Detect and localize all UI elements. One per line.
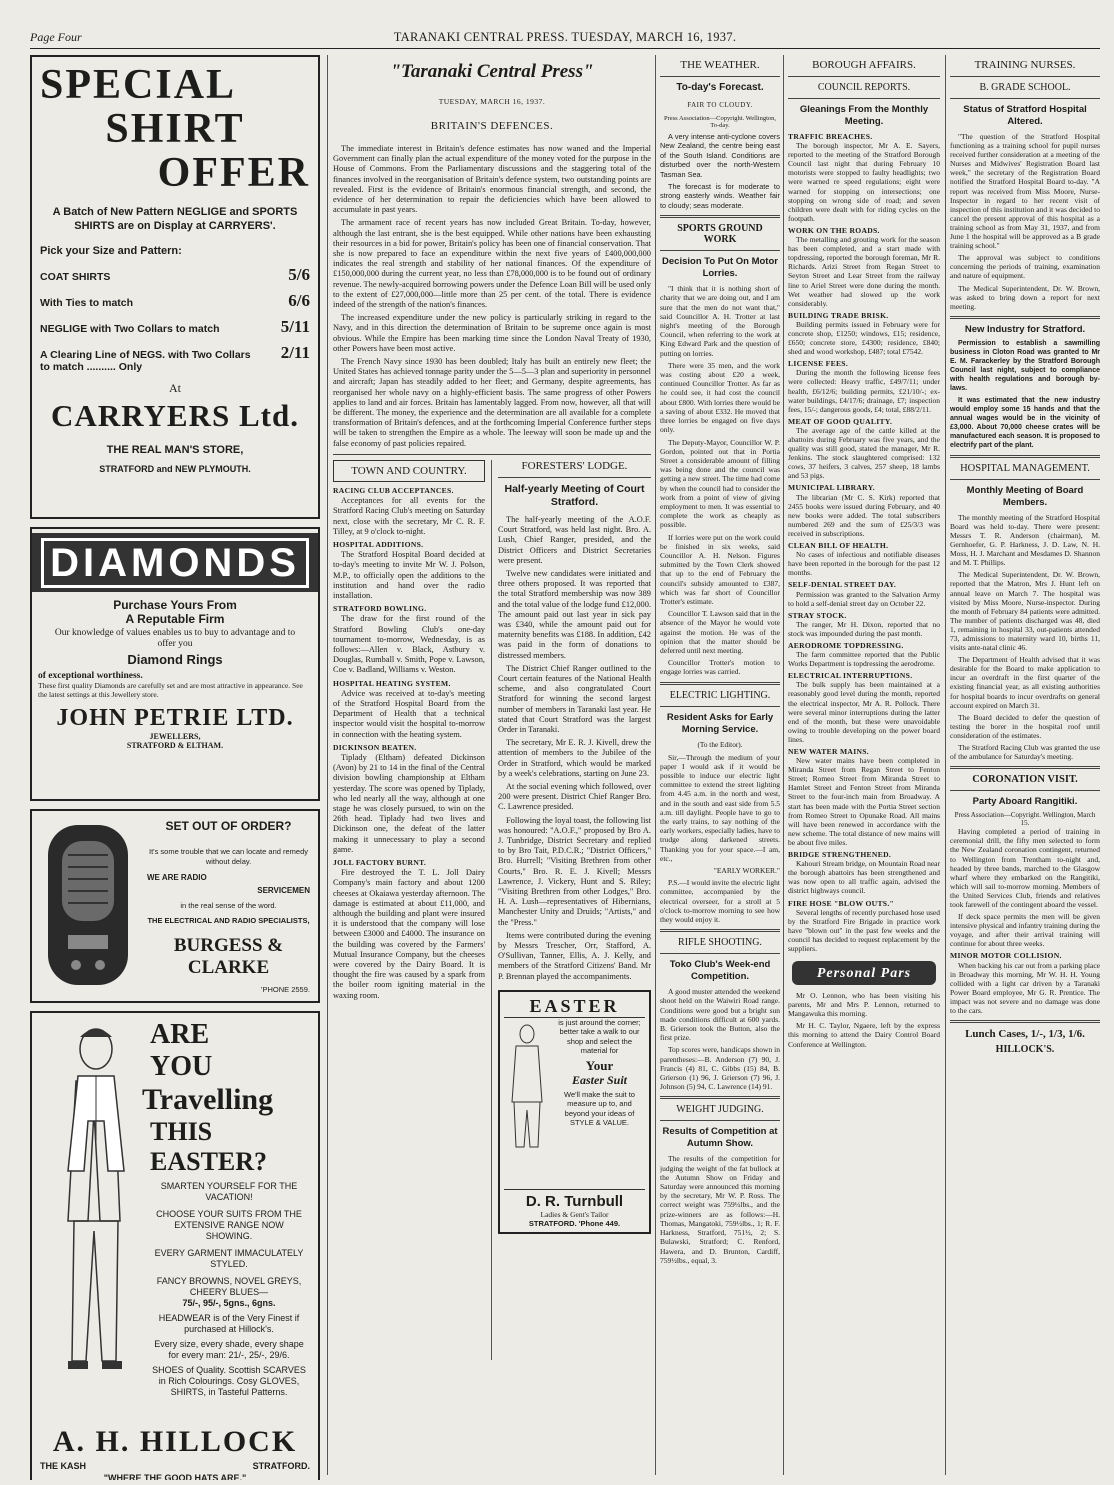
- electric-body: [660, 753, 780, 925]
- column-rule: [783, 55, 784, 1475]
- town-items: [333, 486, 485, 1001]
- training-subtitle: B. GRADE SCHOOL.: [979, 82, 1071, 93]
- personal-par: Mr O. Lennon, who has been visiting his parents, Mr and Mrs P. Lennon, returned to Mangawuka this morning.: [788, 991, 940, 1019]
- page-number: Page Four: [30, 30, 82, 44]
- electric-subtitle: Resident Asks for Early Morning Service.: [666, 711, 774, 735]
- town-country-title: TOWN AND COUNTRY.: [333, 460, 485, 482]
- shirt-ad-title-2: SHIRT: [105, 106, 245, 152]
- burgess-clarke-name: BURGESS & CLARKE: [173, 935, 284, 978]
- radio-line-3: SERVICEMEN: [257, 886, 310, 895]
- hospital-paragraph: The Department of Health advised that it was desirable for the Board to make application to incur an overdraft in the first quarter of the existing financial year, as all existing authorities for hospital boards to incur overdrafts on general account expired on March 31.: [950, 655, 1100, 710]
- weather-subtitle: To-day's Forecast.: [676, 82, 764, 93]
- easter-suit-ad: [498, 990, 651, 1234]
- hillock-s7: Every size, every shade, every shape for every man: 21/-, 25/-, 29/6.: [154, 1339, 304, 1360]
- diamonds-line-3: Our knowledge of values enables us to buy to advantage and to offer you: [54, 628, 296, 649]
- gentleman-illustration-icon: [38, 1021, 148, 1381]
- column-rule: [655, 55, 656, 1475]
- carryers-locations: STRATFORD and NEW PLYMOUTH.: [99, 464, 251, 474]
- radio-ad-text: [147, 819, 310, 994]
- electric-p2: P.S.—I would invite the electric light committee, accompanied by the electrical overseer, for a stroll at 5 o'clock to-morrow morning to see how they would enjoy it.: [660, 878, 780, 925]
- hillock-are: ARE: [150, 1019, 210, 1050]
- radio-line-1: It's some trouble that we can locate and remedy without delay.: [148, 847, 309, 866]
- petrie-name: JOHN PETRIE LTD.: [56, 705, 294, 731]
- hillock-kash: THE KASH: [40, 1461, 87, 1471]
- diamonds-ad: [30, 527, 320, 801]
- radio-line-4: in the real sense of the word.: [180, 901, 277, 910]
- borough-item-text: The librarian (Mr C. S. Kirk) reported that 2455 books were issued during February, and 40 new books were added. The total subscribers numbered 269 and the sum of £25/3/3 was received in subscriptions.: [788, 492, 940, 538]
- training-p2: The approval was subject to conditions concerning the periods of training, examination and nature of equipment.: [950, 253, 1100, 281]
- borough-lead: Gleanings From the Monthly Meeting.: [799, 104, 929, 127]
- hospital-paragraph: The monthly meeting of the Stratford Hospital Board was held to-day. There were present: Messrs T. R. Anderson (chairman), M. Gernhoefer, G. P. Harkness, J. D. Law, N. H. Moss, H. J. Marchant and Mesdames D. Shannon and M. T. Phillips.: [950, 512, 1100, 568]
- foresters-paragraph: The secretary, Mr E. R. J. Kivell, drew the attention of members to the Jubilee of the Order in Stratford, which would be marked by a week's celebrations, starting on June 23.: [498, 738, 651, 778]
- town-item-heading: HOSPITAL HEATING SYSTEM.: [333, 678, 451, 688]
- shirt-item-label: A Clearing Line of NEGS. with Two Collars to match .......... Only: [40, 349, 251, 373]
- industry-p1: Permission to establish a sawmilling business in Cloton Road was granted to Mr E. M. Farackerley by the Stratford Borough Council last night, subject to compliance with health regulations and borough by-laws.: [950, 339, 1100, 392]
- easter-l1: is just around the corner; better take a walk to our shop and select the material for: [558, 1017, 641, 1056]
- sports-paragraph: There were 35 men, and the work was costing about £20 a week, continued Councillor Trotter. As far as he could see, it had cost the council about £800. With lorries there would be a saving of about £332. He moved that three lorries be engaged on five days only.: [660, 360, 780, 435]
- collision-heading: MINOR MOTOR COLLISION.: [950, 951, 1062, 961]
- hospital-title: HOSPITAL MANAGEMENT.: [960, 462, 1090, 474]
- rifle-p1: A good muster attended the weekend shoot held on the Waiwiri Road range. Conditions were good but a bright sun made conditions difficult at 600 yards. B. Grierson took the Button, also the first prize.: [660, 987, 780, 1043]
- shirt-ad-title-3: OFFER: [157, 150, 310, 196]
- editorial-paragraph: The armament race of recent years has now included Great Britain. To-day, however, although the last entrant, she is the best equipped. While other nations have been exhausting their resources in a bid for power, Britain's policy has been one of financial conservation. That she is now prepared to face an expenditure within the next five years of £400,000,000 indicates the real strength and stability of her national finances. Of the expenditure of £150,000,000 during the current year, no less than £78,000,000 is to be found out of ordinary revenue. The newly-acquired borrowing powers under the Defence Loan Bill will be used only to the extent of £27,000,000—little more than 25 per cent. of the total. There is evidence indeed of the strength of the nation's finances.: [333, 218, 651, 310]
- burgess-clarke-phone: 'PHONE 2559.: [261, 985, 310, 994]
- coronation-body: [950, 827, 1100, 948]
- industry-title: New Industry for Stratford.: [964, 323, 1086, 335]
- weight-title: WEIGHT JUDGING.: [676, 1104, 764, 1116]
- advert-column: [30, 55, 320, 1480]
- borough-item-text: No cases of infectious and notifiable diseases have been reported in the borough for the past 12 months.: [788, 550, 940, 578]
- foresters-paragraph: The District Chief Ranger outlined to the Court certain features of the National Health scheme, and also congratulated Court Stratford for winning the second largest number of members in Taranaki last year. He stated that Court Stratford was the largest Order in Taranaki.: [498, 663, 651, 734]
- foresters-paragraph: Twelve new candidates were initiated and three others proposed. It was reported that the total Stratford membership was now 389 and the total value of the lodge fund £12,000. The amount paid out last year in sick pay was £340, while the amount paid out for maternity benefits was £188. In addition, £42 was paid in the form of donations to distressed members.: [498, 568, 651, 660]
- editorial-title: BRITAIN'S DEFENCES.: [430, 120, 554, 132]
- radio-line-2: WE ARE RADIO: [147, 873, 207, 882]
- weather-forecast: FAIR TO CLOUDY.: [687, 101, 753, 109]
- lower-editorial-section: [333, 460, 651, 1360]
- personal-pars-body: [788, 991, 940, 1049]
- easter-l4: We'll make the suit to measure up to, and beyond your ideas of STYLE & VALUE.: [564, 1089, 635, 1128]
- shirt-price-row: [40, 265, 310, 285]
- town-item-text: The Stratford Hospital Board decided at to-day's meeting to invite Mr W. J. Polson, M.P., to officially open the additions to the institution and hand over the radio installation.: [333, 550, 485, 600]
- diamonds-banner: [32, 533, 318, 592]
- coronation-subtitle: Party Aboard Rangitiki.: [972, 796, 1078, 808]
- coronation-title: CORONATION VISIT.: [972, 774, 1078, 786]
- hillock-s1: SMARTEN YOURSELF FOR THE VACATION!: [160, 1181, 298, 1202]
- borough-item-text: The bulk supply has been maintained at a reasonably good level during the month, reported the electrical inspector, Mr A. R. Pollock. There were several minor interruptions during the latter end of the month, but these were unavoidable owing to trouble developing on the power board lines.: [788, 680, 940, 744]
- borough-item-text: The metalling and grouting work for the season has been completed, and a start made with topdressing, reported the borough foreman, Mr R. Richards. Arizi Street from Regan Street to Seyton Street and Lear Street from the railway line to Ariel Street were done during the month. Wet weather had slowed up the work considerably.: [788, 235, 940, 308]
- personal-par: Mr H. C. Taylor, Ngaere, left by the express this morning to attend the Dairy Control Board Conference at Wellington.: [788, 1021, 940, 1049]
- foresters-paragraph: Items were contributed during the evening by Messrs Trescher, Orr, Stafford, A. O'Sullivan, Tanner, Ellis, A. J. Kelly, and members of the Stratford Citizens' Band. Mr P. Brennan played the accompaniments.: [498, 930, 651, 981]
- borough-item-text: Permission was granted to the Salvation Army to hold a self-denial street day on October 22.: [788, 589, 940, 608]
- borough-item-heading: NEW WATER MAINS.: [788, 747, 869, 756]
- hillock-you: YOU: [150, 1051, 213, 1082]
- training-p1: "The question of the Stratford Hospital functioning as a training school for pupil nurses received further consideration at a meeting of the Nurses and Midwives' Registration Board last week," the secretary of the Registration Board notified the Stratford Hospital Board to-day. "A report was received from Miss Moore, Nurse-Inspector in regard to her recent visit of inspection of this institution and it was decided to cancel the present approval of this hospital as a training school as from May 31, 1937, and from June 1 the hospital will be approved as a B grade training school.": [950, 132, 1100, 251]
- electric-editor: (To the Editor).: [697, 739, 743, 749]
- foresters-subtitle: Half-yearly Meeting of Court Stratford.: [504, 482, 645, 508]
- town-item-heading: HOSPITAL ADDITIONS.: [333, 539, 424, 549]
- hillock-firm-name: A. H. HILLOCK: [52, 1425, 298, 1458]
- borough-item-text: The farm committee reported that the Public Works Department is topdressing the aerodrome.: [788, 650, 940, 669]
- shirt-item-price: 5/6: [288, 265, 310, 284]
- hospital-paragraph: The Stratford Racing Club was granted the use of the ambulance for Saturday's meeting.: [950, 743, 1100, 762]
- town-item-text: Advice was received at to-day's meeting of the Stratford Hospital Board from the Department of Health that a technical inspector would visit the hospital to-morrow in connection with the heating system.: [333, 688, 485, 739]
- weather-title: THE WEATHER.: [680, 59, 760, 71]
- coronation-p2: If deck space permits the men will be given intensive physical and infantry training during the voyage, and after their arrival training will continue for about three weeks.: [950, 912, 1100, 949]
- hospital-subtitle: Monthly Meeting of Board Members.: [966, 484, 1084, 508]
- hillock-easter: EASTER?: [150, 1147, 268, 1176]
- hillock-headline: [142, 1019, 312, 1177]
- editorial-paragraph: The immediate interest in Britain's defence estimates has now waned and the Imperial Government can finally plan the actual expenditure of the money voted for the purpose in the House of Commons. From the Parliamentary discussions and the staggering total of the finances involved in the reorganisation of Britain's defence system, two outstanding points are revealed. First is the evidence of Britain's enormous financial strength, and second, the evidence of her determination to repair the deficiencies which have been allowed to accumulate in past years.: [333, 144, 651, 215]
- foresters-paragraph: Following the loyal toast, the following list was honoured: "A.O.F.," proposed by Bro A. J. Tunbridge, District Secretary and replied to by Bro Tait, P.D.C.R.; "District Officers," Bro. Hurrell; "Visiting Brethren from other Courts," Bro. R. E. J. Kivell; Messrs Lawrence, J. Vickery, Hunt and S. Riley; "Visiting Brethren from other Lodges," Bro. H. A. Lush—representatives of Hibernians, Manchester Unity and Druids; "Artists," and the "Press.": [498, 815, 651, 927]
- training-body: [950, 132, 1100, 311]
- foresters-lodge: [491, 460, 651, 1360]
- industry-body: [950, 339, 1100, 450]
- collision-item: [950, 951, 1100, 1015]
- rifle-subtitle: Toko Club's Week-end Competition.: [669, 959, 771, 983]
- training-lead: Status of Stratford Hospital Altered.: [963, 104, 1087, 127]
- town-item-heading: DICKINSON BEATEN.: [333, 742, 417, 752]
- borough-item-text: New water mains have been completed in Miranda Street from Regan Street to Fenton Street; Romeo Street from Miranda Street to Hamlet Street and Fenton Street from Miranda Street to the four-inch main from Broadway. A start has been made with the Portia Street section from Romeo Street to Opunake Road. All mains will have been renewed in accordance with the new scheme. The total distance of new mains will be about five miles.: [788, 756, 940, 847]
- rifle-title: RIFLE SHOOTING.: [678, 937, 762, 949]
- hillock-s5: 75/-, 95/-, 5gns., 6gns.: [182, 1298, 276, 1308]
- borough-item-heading: BRIDGE STRENGTHENED.: [788, 850, 892, 860]
- sports-subtitle: Decision To Put On Motor Lorries.: [662, 256, 778, 280]
- shirt-item-label: COAT SHIRTS: [40, 271, 111, 283]
- personal-pars-banner: [792, 961, 936, 985]
- town-item-text: Tiplady (Eltham) defeated Dickinson (Avon) by 21 to 14 in the final of the Central division bowling championship at Eltham yesterday. The score was opened by Tiplady, who led nearly all the way, although at one stage he was closely pursued, to win on the 26th head. Tiplady had two lives and Dickinson one, the defeat of the latter making it unnecessary to play a second game.: [333, 752, 485, 854]
- shirt-ad-pick: Pick your Size and Pattern:: [40, 245, 182, 257]
- borough-item-heading: CLEAN BILL OF HEALTH.: [788, 541, 889, 551]
- borough-item-heading: FIRE HOSE "BLOW OUTS.": [788, 898, 895, 908]
- training-p3: The Medical Superintendent, Dr. W. Brown, was asked to bring down a report for next meeting.: [950, 283, 1100, 311]
- shirt-price-row: [40, 317, 310, 337]
- borough-item-heading: WORK ON THE ROADS.: [788, 225, 880, 235]
- sports-paragraph: Councillor T. Lawson said that in the absence of the Mayor he would vote against the motion. He was of the opinion that the matter should be deferred until next meeting.: [660, 609, 780, 655]
- rifle-body: [660, 987, 780, 1091]
- weight-subtitle: Results of Competition at Autumn Show.: [662, 1126, 778, 1150]
- shirt-offer-ad: [30, 55, 320, 519]
- borough-item-text: The ranger, Mr H. Dixon, reported that no stock was impounded during the past month.: [788, 619, 940, 638]
- carryers-tagline: THE REAL MAN'S STORE,: [106, 444, 244, 456]
- hillock-footer: [40, 1461, 310, 1480]
- hillock-ad: [30, 1011, 320, 1480]
- editorial-paragraph: The increased expenditure under the new policy is particularly striking in regard to the Navy, and in this direction the determination of Britain to be supreme once again is most obvious. While the Empire has been marking time since the London Naval Treaty of 1930, other Powers have been most active.: [333, 313, 651, 353]
- town-item-heading: JOLL FACTORY BURNT.: [333, 858, 427, 867]
- borough-item-text: Building permits issued in February were for concrete shop, £1250; windows, £15; residence, £650; concrete store, £4300; residence, £840; shed and wood workshop, £487; total £7542.: [788, 319, 940, 357]
- tailor-illustration-icon: [504, 1022, 550, 1152]
- shirt-price-row: [40, 291, 310, 311]
- hillock-town: STRATFORD.: [252, 1461, 310, 1471]
- turnbull-trade: Ladies & Gent's Tailor: [540, 1209, 609, 1219]
- borough-item-heading: AERODROME TOPDRESSING.: [788, 640, 904, 650]
- town-item-heading: STRATFORD BOWLING.: [333, 604, 427, 614]
- hillock-s6: HEADWEAR is of the Very Finest if purchased at Hillock's.: [158, 1313, 300, 1334]
- training-title: TRAINING NURSES.: [974, 59, 1076, 71]
- borough-items: [788, 132, 940, 953]
- coronation-p1: Having completed a period of training in ceremonial drill, the fifty men selected to form the New Zealand coronation contingent, returned to Wellington from Trentham to-night and, headed by three bands, marched to the Glasgow wharf where they embarked on the Rangitiki, which will sail to-morrow morning. Members of the United Services Club, friends and relatives took farewell of the contingent aboard the vessel.: [950, 827, 1100, 909]
- borough-item-heading: BUILDING TRADE BRISK.: [788, 310, 889, 320]
- shirt-item-price: 2/11: [280, 343, 310, 362]
- shirt-item-label: With Ties to match: [40, 297, 134, 309]
- shirt-item-price: 5/11: [280, 317, 310, 336]
- hillock-s8: SHOES of Quality. Scottish SCARVES in Rich Colourings. Cosy GLOVES, SHIRTS, in Tasteful Patterns.: [152, 1365, 306, 1397]
- shirt-item-label: NEGLIGE with Two Collars to match: [40, 323, 220, 335]
- editorial-masthead: "Taranaki Central Press": [390, 61, 594, 82]
- foresters-paragraph: The half-yearly meeting of the A.O.F. Court Stratford, was held last night. Bro. A. Lush, Chief Ranger, presided, and the District Officers and District Secretaries were present.: [498, 514, 651, 565]
- personal-pars-title: Personal Pars: [816, 966, 912, 982]
- weather-body: [660, 132, 780, 210]
- weight-p1: The results of the competition for judging the weight of the fat bullock at the Autumn Show on Friday and Saturday were announced this morning by the secretary, Mr W. P. Ross. The correct weight was 759½lbs., and the prize-winners are as follows:—H. Thomas, Mangatoki, 759½lbs., 1; R. F. Harkness, Stratford, 751½, 2; S. Bulawski, Stratford; C. Renford, Hawera, and D. Brunton, Cardiff, 759½lbs., equal, 3.: [660, 1154, 780, 1265]
- borough-item-text: The average age of the cattle killed at the abattoirs during February was five years, and the quality was still good, stated the manager, Mr R. Jenkins. The stock slaughtered comprised: 132 cows, 37 heifers, 3 calves, 257 sheep, 18 lambs and 53 pigs.: [788, 425, 940, 481]
- column-rule: [945, 55, 946, 1475]
- hillock-slogan: "WHERE THE GOOD HATS ARE.": [103, 1473, 247, 1480]
- shirt-item-price: 6/6: [288, 291, 310, 310]
- sports-paragraph: Councillor Trotter's motion to engage lorries was carried.: [660, 658, 780, 677]
- news-column-5: [950, 55, 1100, 1480]
- editorial-paragraph: The French Navy since 1930 has been doubled; Italy has built an entirely new fleet; the United States has achieved tonnage parity under the 5—5—3 plan and superiority in personnel and aircraft; Japan has steadily added to her fleet; and Germany, despite agreements, has reorganised her whole navy on a highly-efficient basis. The same progress of other Powers applies to land and air forces. Britain has lamentably lagged. From now, however, all that will be different. The money, the experience and the determination are all available for a complete transformation of Britain's defences, and at the forthcoming Imperial Conference further steps will be taken to strengthen the Empire as a whole. The leeway will soon be made up and the false economy of past policies repaired.: [333, 357, 651, 448]
- town-and-country: [333, 460, 485, 1004]
- shirt-price-row: [40, 343, 310, 373]
- rifle-p2: Top scores were, handicaps shown in parentheses:—B. Anderson (7) 90, J. Francis (4) 81, C. Gibbs (15) 84, B. Grierson (1) 96, J. Grierson (7) 96, J. Johnson (5) 94, C. Lawrence (14) 91.: [660, 1045, 780, 1092]
- radio-ad: [30, 809, 320, 1003]
- lunch-cases-ad: [950, 1028, 1100, 1055]
- diamonds-banner-text: DIAMONDS: [41, 538, 309, 588]
- hillock-body: [150, 1181, 308, 1398]
- editorial-date: TUESDAY, MARCH 16, 1937.: [438, 97, 546, 106]
- hillock-travelling: Travelling: [142, 1083, 274, 1116]
- radio-cabinet-icon: [38, 815, 138, 995]
- town-item-heading: RACING CLUB ACCEPTANCES.: [333, 485, 454, 495]
- foresters-paragraph: At the social evening which followed, over 200 were present. District Chief Ranger Bro. C. Lawrence presided.: [498, 781, 651, 812]
- easter-l3: Easter Suit: [571, 1072, 628, 1087]
- town-item-text: Acceptances for all events for the Stratford Racing Club's meeting on Saturday next, close with the secretary, Mr C. R. F. Tilley, at 9 o'clock to-night.: [333, 496, 485, 536]
- shirt-ad-intro: A Batch of New Pattern NEGLIGE and SPORTS SHIRTS are on Display at CARRYERS'.: [52, 206, 298, 232]
- lunch-line-1: Lunch Cases, 1/-, 1/3, 1/6.: [965, 1028, 1085, 1041]
- borough-subtitle: COUNCIL REPORTS.: [817, 82, 911, 93]
- weather-p2: The forecast is for moderate to strong easterly winds. Weather fair to cloudy; seas moderate.: [660, 182, 780, 210]
- hillock-this: THIS: [150, 1117, 213, 1146]
- borough-item-heading: MUNICIPAL LIBRARY.: [788, 483, 875, 493]
- weight-body: [660, 1154, 780, 1264]
- sports-paragraph: "I think that it is nothing short of charity that we are doing out, and I am sure that the men do not want that," said Councillor A. H. Trotter at last night's meeting of the Borough Council, when referring to the work at King Edward Park and the question of putting on lorries.: [660, 284, 780, 358]
- borough-item-heading: STRAY STOCK.: [788, 610, 847, 620]
- column-rule: [327, 55, 328, 1475]
- turnbull-phone: STRATFORD. 'Phone 449.: [528, 1218, 621, 1228]
- diamonds-line-2: A Reputable Firm: [125, 612, 225, 626]
- borough-item-heading: ELECTRICAL INTERRUPTIONS.: [788, 671, 913, 681]
- coronation-source: Press Association—Copyright. Wellington, March 15.: [954, 811, 1096, 828]
- borough-item-text: The borough inspector, Mr A. E. Sayers, reported to the meeting of the Stratford Borough Council last night that during February 10 motorists were stopped to faulty headlights; two were warned re speed regulations; eight were warned for stopping on intersections; one stopping on wrong side of road; and seven children were dealt with for riding cycles on the footpath.: [788, 141, 940, 223]
- industry-p2: It was estimated that the new industry would employ some 15 hands and that the annual wages would be in the vicinity of £3,000. About 70,000 cheese crates will be manufactured each season. It is proposed to electrify part of the plant.: [950, 396, 1100, 449]
- petrie-sub: JEWELLERS,: [149, 732, 201, 741]
- weather-p1: A very intense anti-cyclone covers New Zealand, the centre being east of the South Island. Conditions are disturbed over the north-Western Tasman Sea.: [660, 132, 780, 179]
- diamonds-line-1: Purchase Yours From: [113, 598, 237, 612]
- diamonds-line-5: of exceptional worthiness.: [38, 671, 143, 681]
- shirt-ad-title-1: SPECIAL: [40, 62, 237, 108]
- electric-title: ELECTRIC LIGHTING.: [669, 689, 771, 701]
- borough-item-heading: SELF-DENIAL STREET DAY.: [788, 580, 897, 590]
- masthead: TARANAKI CENTRAL PRESS. TUESDAY, MARCH 16, 1937.: [393, 30, 737, 44]
- hillock-s4: FANCY BROWNS, NOVEL GREYS, CHEERY BLUES—: [156, 1276, 302, 1297]
- sports-title: SPORTS GROUND WORK: [677, 223, 763, 246]
- turnbull-footer: [504, 1189, 645, 1228]
- turnbull-name: D. R. Turnbull: [525, 1192, 624, 1210]
- petrie-locations: STRATFORD & ELTHAM.: [126, 741, 224, 750]
- hospital-paragraph: The Medical Superintendent, Dr. W. Brown, reported that the Matron, Mrs J. Hunt left on annual leave on March 7. The hospital was visited by Miss Moore, Nurse-inspector. During the month of February 84 patients were admitted. The number of patients discharged was 48, died 1, remaining in hospital 33, out-patients attended 73, admissions to maternity ward 10, births 11, visits ante-natal clinic 46.: [950, 570, 1100, 653]
- radio-line-5: THE ELECTRICAL AND RADIO SPECIALISTS,: [147, 916, 310, 925]
- radio-question: SET OUT OF ORDER?: [165, 819, 292, 833]
- electric-signature: "EARLY WORKER.": [713, 866, 780, 876]
- editorial-body: [333, 144, 651, 449]
- foresters-body: [498, 515, 651, 982]
- easter-l2: Your: [585, 1057, 614, 1073]
- diamonds-line-4: Diamond Rings: [127, 652, 223, 667]
- borough-item-text: During the month the following license fees were collected: Heavy traffic, £49/7/11; under health, £6/12/6; building permits, £21/10/-; ex-water buildings, £4/17/6; drainage, £7; inspection fees, 15/-; dangerous goods, £4; total, £88/2/11.: [788, 368, 940, 414]
- carryers-name: CARRYERS Ltd.: [51, 398, 299, 433]
- easter-title: EASTER: [504, 996, 645, 1018]
- borough-item-text: Kahouri Stream bridge, on Mountain Road near the borough abattoirs has been strengthened and was now open to all traffic again, advised the district highways council.: [788, 859, 940, 896]
- page-header: [30, 30, 1100, 49]
- borough-item-text: Several lengths of recently purchased hose used by the Stratford Fire Brigade in practice work have "blown out" in the past few weeks and the council has decided to request replacement by the suppliers.: [788, 907, 940, 953]
- shirt-ad-at: At: [169, 381, 181, 395]
- editorial-column: [333, 55, 651, 1480]
- collision-text: When backing his car out from a parking place in Broadway this morning, Mr W. H. H. Young collided with a light car driven by a Taranaki Power Board employee, Mr G. R. Prentice. The impact was not severe and no damage was done to the cars.: [950, 960, 1100, 1015]
- town-item-text: The draw for the first round of the Stratford Bowling Club's one-day tournament to-morrow, Wednesday, is as follows:—Allen v. Black, Astbury v. Douglas, Rumball v. Smith, Pope v. Lawson, Coe v. Badland, Williams v. Weston.: [333, 614, 485, 675]
- foresters-title: FORESTERS' LODGE.: [521, 459, 628, 472]
- hospital-body: [950, 513, 1100, 761]
- borough-title: BOROUGH AFFAIRS.: [812, 59, 916, 71]
- borough-item-heading: MEAT OF GOOD QUALITY.: [788, 416, 893, 426]
- electric-p1: Sir,—Through the medium of your paper I would ask if it would be possible to induce our electric light committee to extend the street lighting from 4.45 a.m. in the north and west, and in the south and east side from 5.5 a.m. till daylight. People have to go to the early trains, to say nothing of the early workers, especially ladies, have to trudge along darkened streets. Thanking you for your space.—I am, etc.,: [660, 752, 780, 863]
- diamonds-line-6: These first quality Diamonds are carefully set and are most attractive in appearance. See the latest settings at this Jewellery store.: [38, 681, 303, 699]
- hillock-s3: EVERY GARMENT IMMACULATELY STYLED.: [154, 1248, 304, 1269]
- hillock-s2: CHOOSE YOUR SUITS FROM THE EXTENSIVE RANGE NOW SHOWING.: [156, 1209, 302, 1241]
- easter-body: [554, 1018, 645, 1128]
- hospital-paragraph: The Board decided to defer the question of testing the borer in the hospital roof until consideration of the estimates.: [950, 712, 1100, 740]
- borough-column: [788, 55, 940, 1480]
- shirt-price-list: [40, 265, 310, 373]
- news-column-3: [660, 55, 780, 1480]
- borough-item-heading: LICENSE FEES.: [788, 359, 849, 369]
- sports-body: [660, 284, 780, 676]
- weather-source: Press Association—Copyright. Wellington, To-day.: [663, 115, 777, 129]
- lunch-line-2: HILLOCK'S.: [995, 1044, 1055, 1056]
- borough-item-heading: TRAFFIC BREACHES.: [788, 132, 873, 141]
- sports-paragraph: The Deputy-Mayor, Councillor W. P. Gordon, pointed out that in Portia Street a considerable amount of filling was being done and the council was getting a new street. The time had come by when the council had to consider the work from a point of view of giving employment to men. It was essential to complete the work as cheaply as possible.: [660, 437, 780, 530]
- sports-paragraph: If lorries were put on the work could be finished in six weeks, said Councillor A. H. Nelson. Figures submitted by the Town Clerk showed that up to the end of February the council's subsidy amounted to £387, which was far short of Councillor Trotter's estimate.: [660, 532, 780, 606]
- town-item-text: Fire destroyed the T. L. Joll Dairy Company's main factory and about 1200 cheeses at Okaiawa yesterday afternoon. The damage is estimated at about £11,000, and although the building and plant were insured it is understood that the company will lose between £3000 and £4000. The insurance on the building was covered by the Farmers' Mutual Insurance Company, but the cheeses were covered by the Dairy Board. It is thought the fire was caused by a spark from the boiler room igniting material in the waxing room.: [333, 868, 485, 1000]
